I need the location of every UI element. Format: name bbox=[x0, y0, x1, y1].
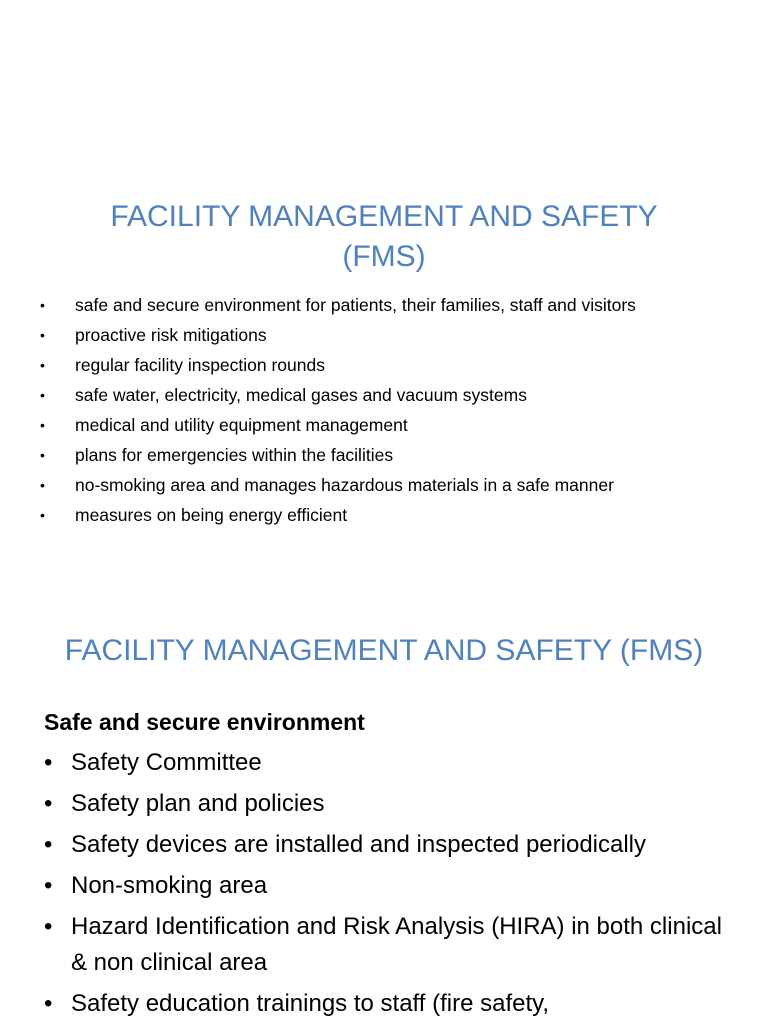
list-item-text: measures on being energy efficient bbox=[75, 505, 348, 525]
list-item-text: Safety Committee bbox=[71, 749, 262, 776]
bullet-icon: • bbox=[40, 477, 45, 493]
list-item-text: plans for emergencies within the facilities bbox=[75, 445, 394, 465]
list-item bbox=[44, 868, 744, 904]
list-item bbox=[44, 827, 744, 863]
bullet-icon: • bbox=[44, 831, 53, 858]
list-item-text: proactive risk mitigations bbox=[75, 325, 267, 345]
list-item bbox=[44, 986, 744, 1022]
list-item bbox=[40, 290, 636, 320]
list-item-text: regular facility inspection rounds bbox=[75, 355, 325, 375]
list-item bbox=[44, 745, 744, 781]
slide-1-bullet-list bbox=[40, 290, 636, 530]
slide-2-title: FACILITY MANAGEMENT AND SAFETY (FMS) bbox=[64, 634, 704, 667]
bullet-icon: • bbox=[44, 749, 53, 776]
bullet-icon: • bbox=[44, 872, 53, 899]
bullet-icon: • bbox=[40, 417, 45, 433]
list-item bbox=[40, 380, 636, 410]
list-item-text: safe and secure environment for patients, their families, staff and visitors bbox=[75, 295, 636, 315]
list-item bbox=[44, 786, 744, 822]
list-item bbox=[40, 470, 636, 500]
slide-1-title-line-1: FACILITY MANAGEMENT AND SAFETY bbox=[110, 200, 658, 233]
bullet-icon: • bbox=[44, 990, 53, 1017]
list-item-text: Safety education trainings to staff (fire safety, bbox=[71, 990, 550, 1017]
list-item-text: safe water, electricity, medical gases and vacuum systems bbox=[75, 385, 527, 405]
bullet-icon: • bbox=[40, 297, 45, 313]
list-item-text: Safety plan and policies bbox=[71, 790, 325, 817]
bullet-icon: • bbox=[44, 790, 53, 817]
slide-2 bbox=[0, 584, 768, 1024]
list-item-text: no-smoking area and manages hazardous materials in a safe manner bbox=[75, 475, 614, 495]
slide-1-title-line-2: (FMS) bbox=[342, 240, 426, 273]
bullet-icon: • bbox=[40, 507, 45, 523]
bullet-icon: • bbox=[40, 357, 45, 373]
list-item bbox=[40, 500, 636, 530]
slide-2-bullet-list bbox=[44, 745, 744, 1027]
list-item bbox=[44, 909, 744, 981]
list-item-text: medical and utility equipment management bbox=[75, 415, 408, 435]
list-item bbox=[40, 350, 636, 380]
slide-1-title bbox=[60, 197, 708, 277]
list-item-text: Hazard Identification and Risk Analysis (HIRA) in both clinical & non clinical area bbox=[71, 913, 722, 976]
list-item-text: Non-smoking area bbox=[71, 872, 268, 899]
bullet-icon: • bbox=[40, 447, 45, 463]
list-item bbox=[40, 440, 636, 470]
slide-2-subheading: Safe and secure environment bbox=[44, 709, 365, 735]
list-item bbox=[40, 410, 636, 440]
bullet-icon: • bbox=[40, 327, 45, 343]
bullet-icon: • bbox=[44, 913, 53, 940]
list-item bbox=[40, 320, 636, 350]
bullet-icon: • bbox=[40, 387, 45, 403]
list-item-text: Safety devices are installed and inspected periodically bbox=[71, 831, 647, 858]
